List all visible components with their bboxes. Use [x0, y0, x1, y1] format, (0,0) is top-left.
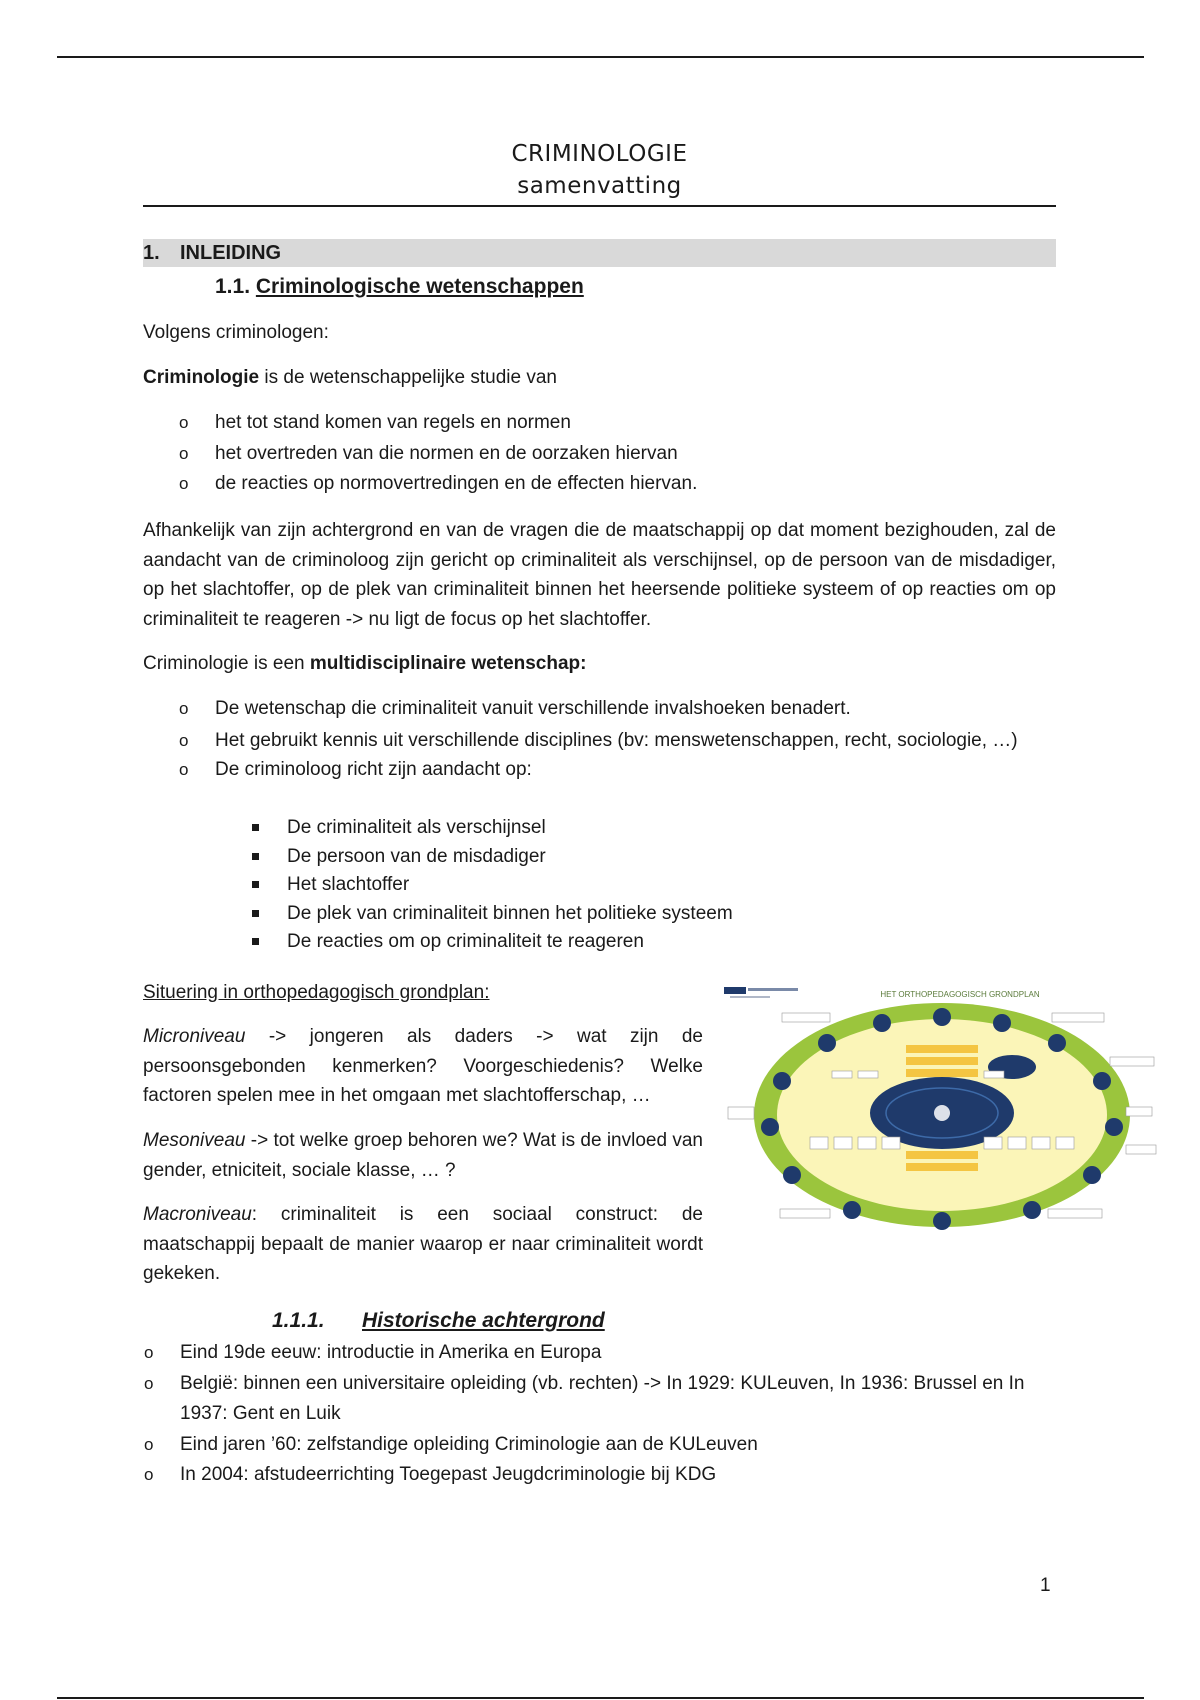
meso-text: -> tot welke groep behoren we? Wat is de invloed van gender, etniciteit, sociale klasse, … ?	[143, 1130, 703, 1181]
square-bullet-icon	[252, 814, 259, 843]
circle-bullet-icon: o	[179, 760, 189, 779]
footer-rule	[57, 1697, 1144, 1699]
outer-label-box	[1126, 1107, 1152, 1116]
definition-term: Criminologie	[143, 367, 260, 388]
figure-title: HET ORTHOPEDAGOGISCH GRONDPLAN	[880, 990, 1040, 999]
yellow-box	[906, 1163, 978, 1171]
ring-node	[1048, 1034, 1066, 1052]
white-box	[834, 1137, 852, 1149]
list-item: o Eind jaren ’60: zelfstandige opleiding Criminologie aan de KULeuven	[180, 1430, 1056, 1461]
ring-node	[818, 1034, 836, 1052]
circle-bullet-icon: o	[144, 1434, 154, 1454]
outer-label-box	[728, 1107, 754, 1119]
subsubsection-heading	[272, 1306, 605, 1336]
multidisciplinary-term: multidisciplinaire wetenschap:	[309, 653, 587, 674]
ring-node	[873, 1014, 891, 1032]
ring-node	[933, 1008, 951, 1026]
definition-list	[179, 408, 1055, 500]
square-bullet-icon	[252, 871, 259, 900]
intro-lead: Volgens criminologen:	[143, 322, 329, 343]
circle-bullet-icon: o	[179, 474, 189, 493]
macro-paragraph	[143, 1200, 703, 1289]
white-box	[832, 1071, 852, 1078]
outer-label-box	[1048, 1209, 1102, 1218]
white-box	[858, 1137, 876, 1149]
logo-text-line	[748, 988, 798, 991]
list-item: o België: binnen een universitaire opleiding (vb. rechten) -> In 1929: KULeuven, In 1936: Brussel en In 1937: Gent en Luik	[180, 1369, 1056, 1430]
list-item: o Eind 19de eeuw: introductie in Amerika en Europa	[180, 1338, 1056, 1369]
logo-block	[724, 987, 746, 994]
section-title: INLEIDING	[180, 242, 282, 264]
square-bullet-icon	[252, 900, 259, 929]
micro-label: Microniveau	[143, 1026, 246, 1047]
circle-bullet-icon: o	[144, 1373, 154, 1393]
circle-bullet-icon: o	[179, 443, 189, 463]
list-item: De criminaliteit als verschijnsel	[287, 814, 1057, 843]
subsection-title: Criminologische wetenschappen	[255, 275, 584, 298]
subsection-number: 1.1.	[215, 275, 251, 298]
circle-bullet-icon: o	[179, 731, 189, 750]
history-list	[144, 1338, 1056, 1491]
section-heading-inleiding	[143, 239, 1056, 267]
multidisciplinary-lead: Criminologie is een	[143, 653, 310, 674]
meso-label: Mesoniveau	[143, 1130, 246, 1151]
yellow-box	[906, 1151, 978, 1159]
circle-bullet-icon: o	[179, 413, 189, 432]
white-box	[858, 1071, 878, 1078]
definition-line	[143, 363, 1056, 393]
ring-node	[773, 1072, 791, 1090]
list-item: o de reacties op normovertredingen en de effecten hiervan.	[215, 469, 1055, 500]
yellow-box	[906, 1057, 978, 1065]
document-subtitle: samenvatting	[517, 173, 682, 199]
list-item: o De criminoloog richt zijn aandacht op:	[215, 755, 1055, 784]
section-number: 1.	[143, 242, 160, 264]
multidisciplinary-line	[143, 649, 1056, 679]
macro-label: Macroniveau	[143, 1204, 252, 1225]
ring-node	[761, 1118, 779, 1136]
header-rule	[57, 56, 1144, 58]
definition-text: is de wetenschappelijke studie van	[259, 367, 557, 388]
list-item: o het tot stand komen van regels en normen	[215, 408, 1055, 439]
ring-node	[933, 1212, 951, 1230]
outer-label-box	[1052, 1013, 1104, 1022]
multidisciplinary-list	[179, 694, 1055, 784]
macro-text: : criminaliteit is een sociaal construct: de maatschappij bepaalt de manier waarop er naar criminaliteit wordt gekeken.	[143, 1204, 703, 1284]
list-item: De reacties om op criminaliteit te reageren	[287, 928, 1057, 957]
ring-node	[1093, 1072, 1111, 1090]
intro-paragraph: Afhankelijk van zijn achtergrond en van de vragen die de maatschappij op dat moment bezighouden, zal de aandacht van de criminoloog zijn gericht op criminaliteit als verschijnsel, op de persoon van de misdadiger, op het slachtoffer, op de plek van criminaliteit binnen het heersende politieke systeem of op reacties om op criminaliteit te reageren -> nu ligt de focus op het slachtoffer.	[143, 520, 1056, 630]
ring-node	[993, 1014, 1011, 1032]
white-box	[1032, 1137, 1050, 1149]
subsubsection-title: Historische achtergrond	[362, 1309, 605, 1332]
list-item: Het slachtoffer	[287, 871, 1057, 900]
outer-label-box	[782, 1013, 830, 1022]
micro-paragraph	[143, 1022, 703, 1111]
outer-label-box	[1126, 1145, 1156, 1154]
focus-list	[287, 814, 1057, 957]
list-item: o De wetenschap die criminaliteit vanuit verschillende invalshoeken benadert.	[215, 694, 1055, 723]
white-box	[984, 1137, 1002, 1149]
outer-label-box	[1110, 1057, 1154, 1066]
list-item: o het overtreden van die normen en de oorzaken hiervan	[215, 439, 1055, 470]
list-item: o Het gebruikt kennis uit verschillende disciplines (bv: menswetenschappen, recht, sociologie, …)	[215, 726, 1055, 755]
micro-text: -> jongeren als daders -> wat zijn de persoonsgebonden kenmerken? Voorgeschiedenis? Welke factoren spelen mee in het omgaan met slachtofferschap, …	[143, 1026, 703, 1106]
white-box	[984, 1071, 1004, 1078]
yellow-box	[906, 1045, 978, 1053]
ring-node	[783, 1166, 801, 1184]
ring-node	[1023, 1201, 1041, 1219]
circle-bullet-icon: o	[179, 699, 189, 718]
circle-bullet-icon: o	[144, 1343, 154, 1362]
ring-node	[843, 1201, 861, 1219]
document-title-block	[143, 138, 1056, 202]
list-item: De plek van criminaliteit binnen het politieke systeem	[287, 900, 1057, 929]
situering-heading: Situering in orthopedagogisch grondplan:	[143, 982, 490, 1003]
page-number: 1	[1040, 1575, 1051, 1596]
meso-paragraph	[143, 1126, 703, 1185]
list-item: De persoon van de misdadiger	[287, 843, 1057, 872]
circle-bullet-icon: o	[144, 1465, 154, 1484]
white-box	[1056, 1137, 1074, 1149]
core-center	[934, 1105, 950, 1121]
subsection-heading	[215, 272, 584, 302]
white-box	[1008, 1137, 1026, 1149]
orthopedagogisch-grondplan-figure	[722, 985, 1162, 1235]
list-item: o In 2004: afstudeerrichting Toegepast Jeugdcriminologie bij KDG	[180, 1460, 1056, 1491]
yellow-box	[906, 1069, 978, 1077]
ring-node	[1083, 1166, 1101, 1184]
subsubsection-number: 1.1.1.	[272, 1309, 325, 1332]
square-bullet-icon	[252, 843, 259, 872]
document-title: CRIMINOLOGIE	[511, 141, 688, 167]
title-underline	[143, 205, 1056, 207]
outer-label-box	[780, 1209, 830, 1218]
logo-text-line	[730, 996, 770, 998]
white-box	[810, 1137, 828, 1149]
ring-node	[1105, 1118, 1123, 1136]
white-box	[882, 1137, 900, 1149]
square-bullet-icon	[252, 928, 259, 957]
